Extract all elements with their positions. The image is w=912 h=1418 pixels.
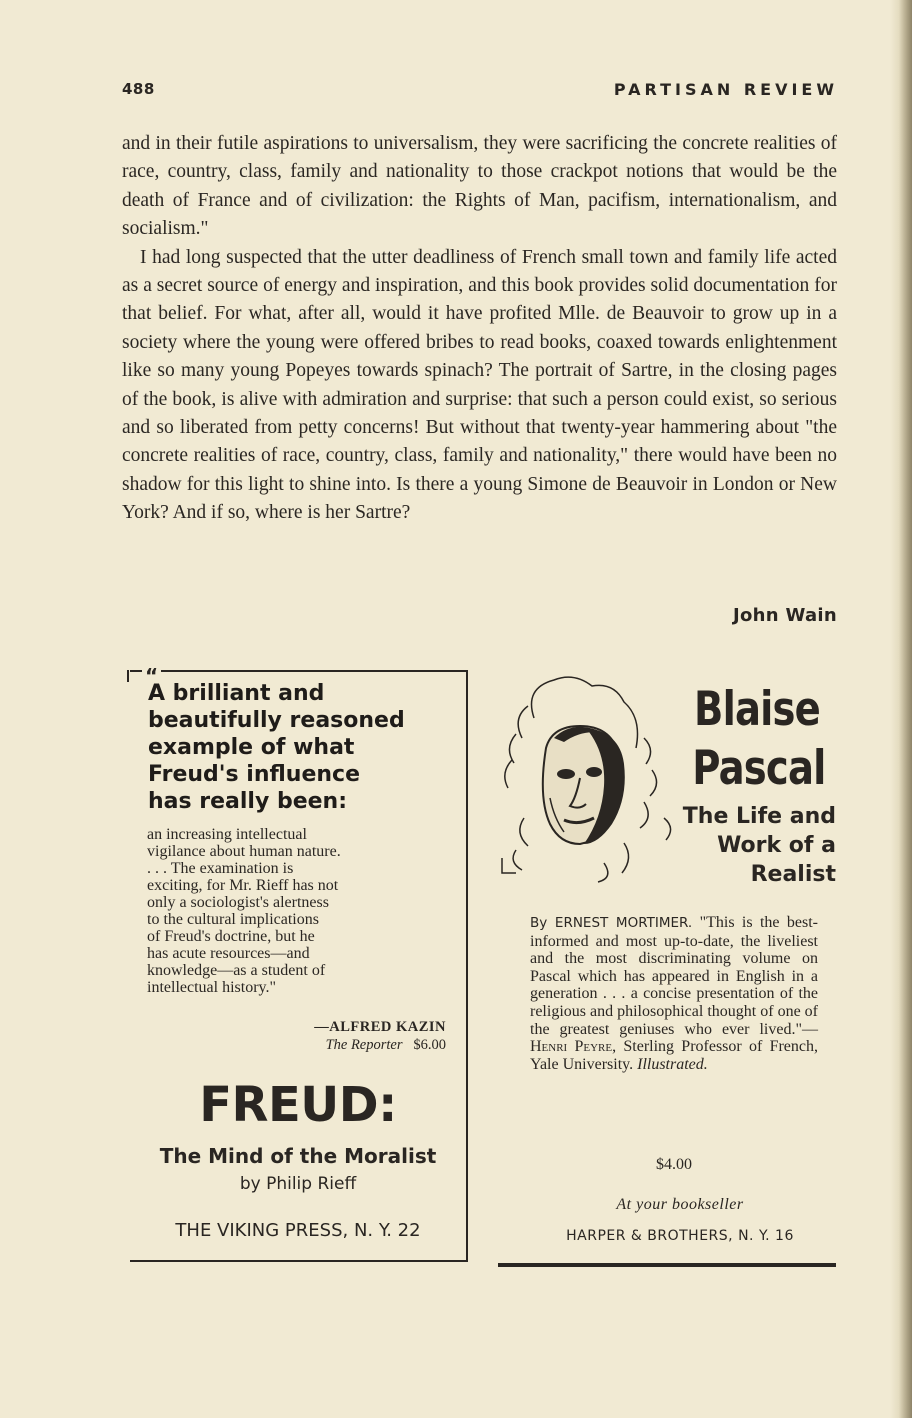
- book-subtitle: [676, 802, 836, 889]
- publisher: THE VIKING PRESS, N. Y. 22: [175, 1220, 421, 1241]
- open-quote-mark: “: [142, 664, 161, 688]
- review-line: an increasing intellectual: [147, 826, 307, 843]
- paragraph-2: I had long suspected that the utter deadliness of French small town and family life acted as a secret source of energy and inspiration, and this book provides solid documentation for that belief. For what, after all, would it have profited Mlle. de Beauvoir to grow up in a society where the young were offered bribes to read books, coaxed towards enlightenment like so many young Popeyes towards spinach? The portrait of Sartre, in the closing pages of the book, is alive with admiration and surprise: that such a person could exist, so serious and so liberated from petty concerns! But without that twenty-year hammering about "the concrete realities of race, country, class, family and nationality," there would have been no shadow for this light to shine into. Is there a young Simone de Beauvoir in London or New York? And if so, where is her Sartre?: [122, 246, 837, 524]
- review-attribution: [240, 1018, 446, 1054]
- headline-line: example of what: [148, 735, 355, 760]
- review-line: of Freud's doctrine, but he: [147, 928, 315, 945]
- book-title: [692, 680, 826, 798]
- page-edge-shadow: [890, 0, 912, 1418]
- critic-name: —ALFRED KAZIN: [314, 1019, 446, 1035]
- article-body: [122, 130, 837, 528]
- horizontal-rule: [498, 1263, 836, 1267]
- running-header: [122, 78, 838, 102]
- ad-headline: [148, 680, 458, 815]
- review-line: . . . The examination is: [147, 860, 294, 877]
- review-line: has acute resources—and: [147, 945, 310, 962]
- journal-title: PARTISAN REVIEW: [613, 80, 838, 99]
- review-quote: [147, 826, 453, 996]
- description-quote: "This is the best-informed and most up-to-date, the liveliest and the most discriminating volume on Pascal which has appeared in English in a generation . . . a concise presentation of the religious and philosophical thought of one of the greatest geniuses who ever lived."—: [530, 914, 818, 1038]
- book-description: [530, 914, 818, 1073]
- freud-advertisement: [130, 664, 468, 1262]
- availability-note: At your bookseller: [616, 1196, 744, 1213]
- review-line: to the cultural implications: [147, 911, 319, 928]
- paragraph-1: and in their futile aspirations to universalism, they were sacrificing the concrete realities of race, country, class, family and nationality to those crackpot notions that would be the death of France and of civilization: the Rights of Man, pacifism, internationalism, and socialism.": [122, 133, 837, 240]
- article-author: John Wain: [732, 605, 837, 626]
- pascal-portrait-illustration: [494, 668, 684, 888]
- book-title: FREUD:: [199, 1077, 397, 1133]
- critic-affiliation: Sterling Professor of French, Yale University.: [530, 1038, 819, 1073]
- publication-name: The Reporter: [325, 1037, 403, 1053]
- title-line: Blaise: [694, 682, 820, 737]
- book-subtitle: The Mind of the Moralist: [159, 1144, 437, 1168]
- headline-line: has really been:: [148, 789, 348, 814]
- illustrated-note: Illustrated.: [637, 1055, 708, 1073]
- byline: By ERNEST MORTIMER.: [530, 915, 693, 931]
- page-number: 488: [122, 80, 155, 98]
- book-author: by Philip Rieff: [239, 1174, 357, 1194]
- critic-name: Henri Peyre,: [530, 1038, 617, 1056]
- book-price: $6.00: [413, 1037, 446, 1053]
- headline-line: A brilliant and: [148, 681, 325, 706]
- review-line: knowledge—as a student of: [147, 962, 326, 979]
- publisher: HARPER & BROTHERS, N. Y. 16: [566, 1228, 794, 1244]
- title-line: Pascal: [692, 741, 826, 796]
- book-price: $4.00: [656, 1156, 692, 1173]
- subtitle-line: Realist: [750, 862, 836, 887]
- review-line: exciting, for Mr. Rieff has not: [147, 877, 339, 894]
- headline-line: beautifully reasoned: [148, 708, 405, 733]
- review-line: only a sociologist's alertness: [147, 894, 329, 911]
- subtitle-line: The Life and: [682, 804, 836, 829]
- review-line: vigilance about human nature.: [147, 843, 341, 860]
- subtitle-line: Work of a: [717, 833, 836, 858]
- review-line: intellectual history.": [147, 979, 277, 996]
- headline-line: Freud's influence: [148, 762, 361, 787]
- bracket-corner: [127, 670, 129, 682]
